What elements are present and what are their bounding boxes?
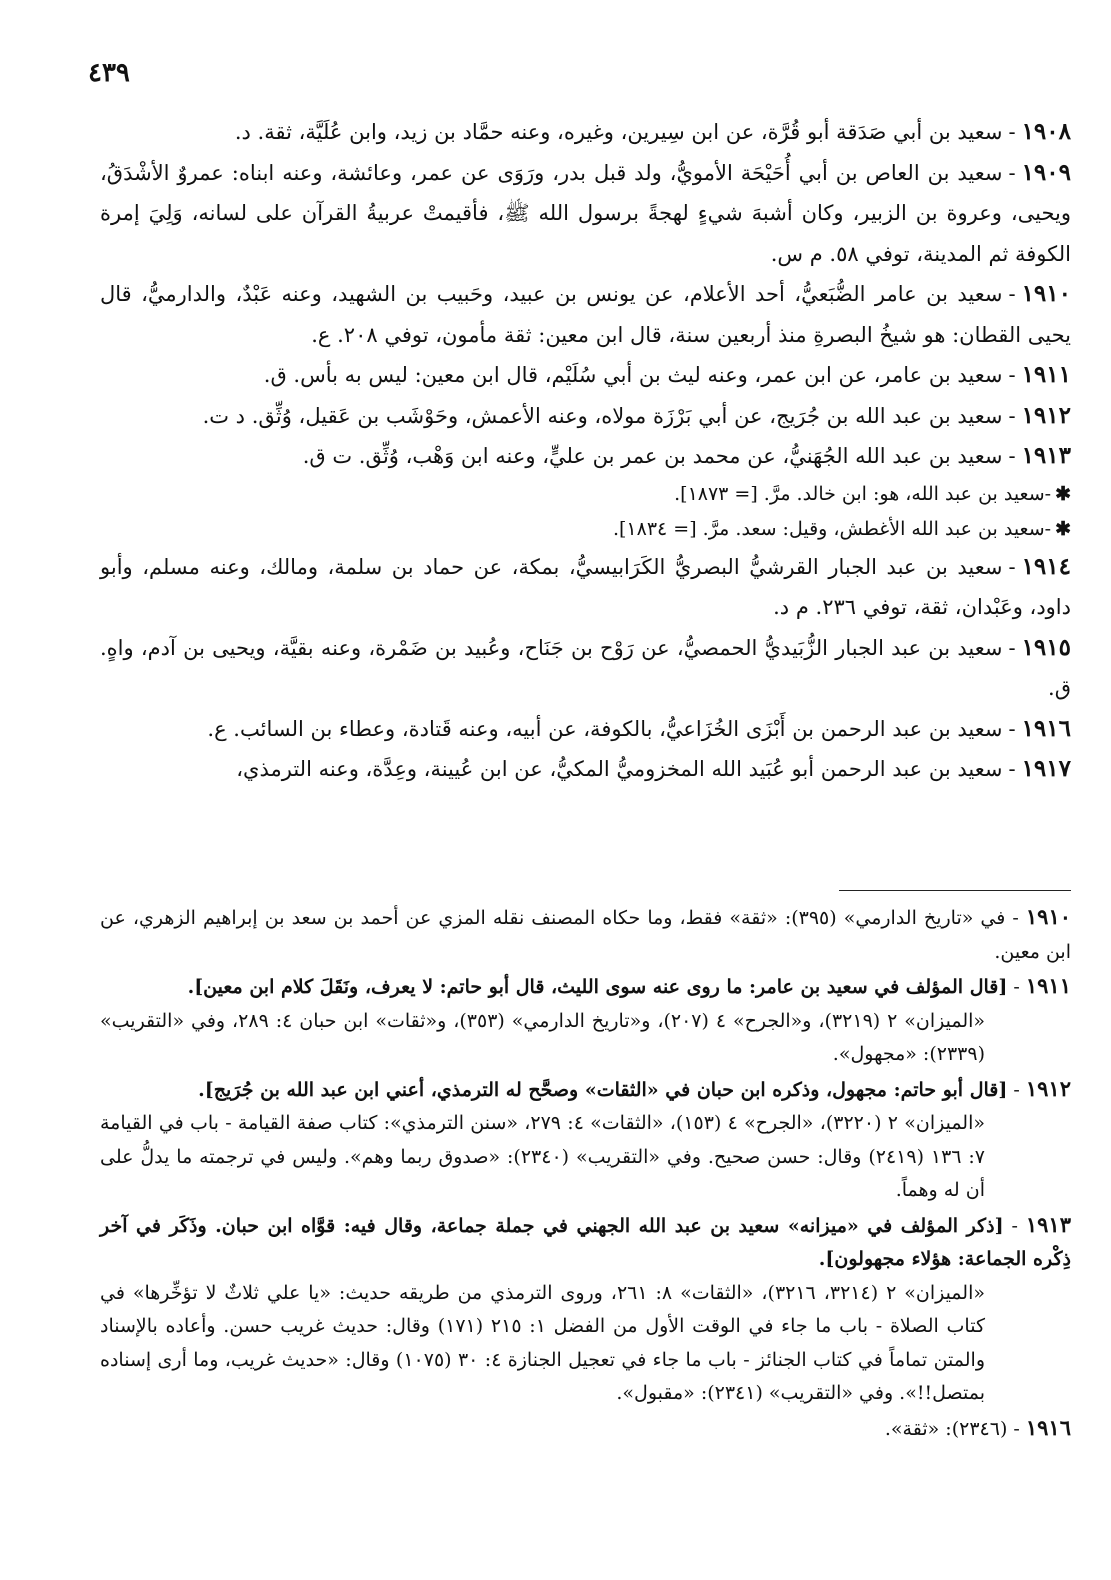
asterisk-icon: ✱ bbox=[1055, 517, 1071, 540]
entry-number: ١٩١٧ bbox=[1021, 755, 1071, 782]
crossref-text: سعيد بن عبد الله الأغطش، وقيل: سعد. مرَّ. [= ١٨٣٤]. bbox=[612, 517, 1045, 540]
footnote-number: ١٩١٠ bbox=[1025, 904, 1072, 929]
footnote-reference-text: «الميزان» ٢ (٣٢١٤، ٣٢١٦)، «الثقات» ٨: ٢٦١، وروى الترمذي من طريقه حديث: «يا علي ثلاثٌ لا تؤخِّرها» في كتاب الصلاة - باب ما جاء في الوقت الأول من الفضل ١: ٢١٥ (١٧١) وقال: حديث غريب حسن. وأعاده بالإسناد والمتن تماماً في كتاب الجنائز - باب ما جاء في تعجيل الجنازة ٤: ٣٠ (١٠٧٥) وقال: «حديث غريب، وما أرى إسناده بمتصل!!». وفي «التقريب» (٢٣٤١): «مقبول». bbox=[100, 1281, 985, 1404]
entry-1908: ١٩٠٨-سعيد بن أبي صَدَقة أبو قُرَّة، عن ابن سِيرين، وغيره، وعنه حمَّاد بن زيد، وابن عُلَيَّة، ثقة. د. bbox=[234, 118, 1071, 145]
entry-1914: ١٩١٤-سعيد بن عبد الجبار القرشيُّ البصريُّ الكَرَابيسيُّ، بمكة، عن حماد بن سلمة، ومالك، وعنه مسلم، وأبو داود، وعَبْدان، ثقة، توفي ٢٣٦. م د. bbox=[100, 552, 1071, 619]
entry-1912: ١٩١٢-سعيد بن عبد الله بن جُرَيج، عن أبي بَرْزَة مولاه، وعنه الأعمش، وحَوْشَب بن عَقيل، وُثِّق. د ت. bbox=[202, 401, 1071, 429]
entry-text: سعيد بن عامر، عن ابن عمر، وعنه ليث بن أبي سُلَيْم، قال ابن معين: ليس به بأس. ق. bbox=[263, 363, 1003, 387]
page-number: ٤٣٩ bbox=[88, 58, 130, 88]
entry-text: سعيد بن عبد الرحمن أبو عُبَيد الله المخزوميُّ المكيُّ، عن ابن عُيينة، وعِدَّة، وعنه الترمذي، bbox=[236, 757, 1003, 781]
asterisk-icon: ✱ bbox=[1055, 482, 1071, 505]
footnote-text: (٢٣٤٦): «ثقة». bbox=[884, 1417, 1008, 1440]
entry-text: سعيد بن عبد الرحمن بن أَبْزَى الخُزَاعيُّ، بالكوفة، عن أبيه، وعنه قَتادة، وعطاء بن السائب. ع. bbox=[207, 716, 1003, 741]
footnote-1912: ١٩١٢ - [قال أبو حاتم: مجهول، وذكره ابن حبان في «الثقات» وصحَّح له الترمذي، أعني ابن عبد الله بن جُرَيج]. «الميزان» ٢ (٣٢٢٠)، «الجرح» ٤ (١٥٣)، «الثقات» ٤: ٢٧٩، «سنن الترمذي»: كتاب صفة القيامة - باب في القيامة ٧: ١٣٦ (٢٤١٩) وقال: حسن صحيح. وفي «التقريب» (٢٣٤٠): «صدوق ربما وهم». وليس في ترجمته ما يدلُّ على أن له وهماً. bbox=[100, 1072, 1071, 1208]
crossref-text: سعيد بن عبد الله، هو: ابن خالد. مرَّ. [= ١٨٧٣]. bbox=[674, 482, 1045, 505]
crossref-item: ✱-سعيد بن عبد الله، هو: ابن خالد. مرَّ. [= ١٨٧٣]. bbox=[674, 482, 1071, 505]
entry-1913: ١٩١٣-سعيد بن عبد الله الجُهَنيُّ، عن محمد بن عمر بن عليٍّ، وعنه ابن وَهْب، وُثِّق. ت ق. bbox=[302, 442, 1071, 469]
footnote-number: ١٩١١ bbox=[1025, 973, 1071, 998]
footnote-1913: ١٩١٣ - [ذكر المؤلف في «ميزانه» سعيد بن عبد الله الجهني في جملة جماعة، وقال فيه: قوَّاه ابن حبان. وذَكَر في آخر ذِكْره الجماعة: هؤلاء مجهولون]. «الميزان» ٢ (٣٢١٤، ٣٢١٦)، «الثقات» ٨: ٢٦١، وروى الترمذي من طريقه حديث: «يا علي ثلاثٌ لا تؤخِّرها» في كتاب الصلاة - باب ما جاء في الوقت الأول من الفضل ١: ٢١٥ (١٧١) وقال: حديث غريب حسن. وأعاده بالإسناد والمتن تماماً في كتاب الجنائز - باب ما جاء في تعجيل الجنازة ٤: ٣٠ (١٠٧٥) وقال: «حديث غريب، وما أرى إسناده بمتصل!!». وفي «التقريب» (٢٣٤١): «مقبول». bbox=[100, 1208, 1071, 1411]
entry-1916: ١٩١٦-سعيد بن عبد الرحمن بن أَبْزَى الخُزَاعيُّ، بالكوفة، عن أبيه، وعنه قَتادة، وعطاء بن السائب. ع. bbox=[207, 714, 1071, 742]
entry-number: ١٩٠٩ bbox=[1021, 158, 1071, 186]
footnote-number: ١٩١٢ bbox=[1025, 1075, 1071, 1101]
entry-text: سعيد بن عبد الجبار الزُّبَيديُّ الحمصيُّ، عن رَوْح بن جَنَاح، وعُبيد بن ضَمْرة، وعنه بقيَّة، ويحيى بن آدم، واهٍ. ق. bbox=[100, 635, 1071, 700]
entry-number: ١٩١٢ bbox=[1021, 401, 1071, 429]
entry-text: سعيد بن عبد الله بن جُرَيج، عن أبي بَرْزَة مولاه، وعنه الأعمش، وحَوْشَب بن عَقيل، وُثِّق. د ت. bbox=[202, 403, 1003, 428]
entry-number: ١٩١٤ bbox=[1021, 552, 1071, 580]
footnote-divider bbox=[839, 890, 1071, 891]
footnote-1911: ١٩١١ - [قال المؤلف في سعيد بن عامر: ما روى عنه سوى الليث، قال أبو حاتم: لا يعرف، ونَقَلَ كلام ابن معين]. «الميزان» ٢ (٣٢١٩)، و«الجرح» ٤ (٢٠٧)، و«تاريخ الدارمي» (٣٥٣)، و«ثقات» ابن حبان ٤: ٢٨٩، وفي «التقريب» (٢٣٣٩): «مجهول». bbox=[100, 969, 1071, 1072]
entry-text: سعيد بن عبد الجبار القرشيُّ البصريُّ الكَرَابيسيُّ، بمكة، عن حماد بن سلمة، ومالك، وعنه مسلم، وأبو داود، وعَبْدان، ثقة، توفي ٢٣٦. م د. bbox=[100, 554, 1071, 619]
footnote-text: في «تاريخ الدارمي» (٣٩٥): «ثقة» فقط، وما حكاه المصنف نقله المزي عن أحمد بن سعد بن إبراهيم الزهري، عن ابن معين. bbox=[100, 907, 1071, 963]
footnote-bold-text: [ذكر المؤلف في «ميزانه» سعيد بن عبد الله الجهني في جملة جماعة، وقال فيه: قوَّاه ابن حبان. وذَكَر في آخر ذِكْره الجماعة: هؤلاء مجهولون]. bbox=[100, 1214, 1071, 1270]
footnote-1910: ١٩١٠ - في «تاريخ الدارمي» (٣٩٥): «ثقة» فقط، وما حكاه المصنف نقله المزي عن أحمد بن سعد بن إبراهيم الزهري، عن ابن معين. bbox=[100, 904, 1072, 963]
entry-number: ١٩١٠ bbox=[1021, 280, 1071, 307]
entry-number: ١٩١٣ bbox=[1021, 442, 1071, 469]
footnote-bold-text: [قال المؤلف في سعيد بن عامر: ما روى عنه سوى الليث، قال أبو حاتم: لا يعرف، ونَقَلَ كلام ابن معين]. bbox=[187, 976, 1008, 998]
entry-number: ١٩١١ bbox=[1021, 361, 1071, 388]
entry-1910: ١٩١٠-سعيد بن عامر الضُّبَعيُّ، أحد الأعلام، عن يونس بن عبيد، وحَبيب بن الشهيد، وعنه عَبْدٌ، والدارميُّ، قال يحيى القطان: هو شيخُ البصرةِ منذ أربعين سنة، قال ابن معين: ثقة مأمون، توفي ٢٠٨. ع. bbox=[100, 280, 1071, 347]
main-text bbox=[100, 112, 1071, 790]
footnotes bbox=[100, 900, 1071, 1446]
entry-number: ١٩٠٨ bbox=[1021, 118, 1071, 145]
entry-1911: ١٩١١-سعيد بن عامر، عن ابن عمر، وعنه ليث بن أبي سُلَيْم، قال ابن معين: ليس به بأس. ق. bbox=[263, 361, 1071, 388]
entry-number: ١٩١٦ bbox=[1021, 714, 1071, 742]
footnote-1916: ١٩١٦ - (٢٣٤٦): «ثقة». bbox=[884, 1414, 1071, 1440]
entry-text: سعيد بن العاص بن أبي أُحَيْحَة الأمويُّ، ولد قبل بدر، ورَوَى عن عمر، وعائشة، وعنه ابناه: عمروٌ الأشْدَقُ، ويحيى، وعروة بن الزبير، وكان أشبهَ شيءٍ لهجةً برسول الله ﷺ، فأقيمتْ عربيةُ القرآن على لسانه، وَلِيَ إمرة الكوفة ثم المدينة، توفي ٥٨. م س. bbox=[100, 160, 1071, 266]
footnote-reference-text: «الميزان» ٢ (٣٢٢٠)، «الجرح» ٤ (١٥٣)، «الثقات» ٤: ٢٧٩، «سنن الترمذي»: كتاب صفة القيامة - باب في القيامة ٧: ١٣٦ (٢٤١٩) وقال: حسن صحيح. وفي «التقريب» (٢٣٤٠): «صدوق ربما وهم». وليس في ترجمته ما يدلُّ على أن له وهماً. bbox=[100, 1112, 986, 1201]
footnote-number: ١٩١٦ bbox=[1025, 1414, 1071, 1440]
entry-1909: ١٩٠٩-سعيد بن العاص بن أبي أُحَيْحَة الأمويُّ، ولد قبل بدر، ورَوَى عن عمر، وعائشة، وعنه ابناه: عمروٌ الأشْدَقُ، ويحيى، وعروة بن الزبير، وكان أشبهَ شيءٍ لهجةً برسول الله ﷺ، فأقيمتْ عربيةُ القرآن على لسانه، وَلِيَ إمرة الكوفة ثم المدينة، توفي ٥٨. م س. bbox=[100, 158, 1071, 266]
footnote-bold-text: [قال أبو حاتم: مجهول، وذكره ابن حبان في «الثقات» وصحَّح له الترمذي، أعني ابن عبد الله بن جُرَيج]. bbox=[198, 1078, 1008, 1101]
entry-text: سعيد بن أبي صَدَقة أبو قُرَّة، عن ابن سِيرين، وغيره، وعنه حمَّاد بن زيد، وابن عُلَيَّة، ثقة. د. bbox=[234, 120, 1003, 144]
entry-text: سعيد بن عبد الله الجُهَنيُّ، عن محمد بن عمر بن عليٍّ، وعنه ابن وَهْب، وُثِّق. ت ق. bbox=[302, 444, 1003, 468]
entry-number: ١٩١٥ bbox=[1021, 633, 1071, 661]
footnote-reference-text: «الميزان» ٢ (٣٢١٩)، و«الجرح» ٤ (٢٠٧)، و«تاريخ الدارمي» (٣٥٣)، و«ثقات» ابن حبان ٤: ٢٨٩، وفي «التقريب» (٢٣٣٩): «مجهول». bbox=[100, 1009, 986, 1065]
entry-1915: ١٩١٥-سعيد بن عبد الجبار الزُّبَيديُّ الحمصيُّ، عن رَوْح بن جَنَاح، وعُبيد بن ضَمْرة، وعنه بقيَّة، ويحيى بن آدم، واهٍ. ق. bbox=[100, 633, 1071, 700]
entry-1917: ١٩١٧-سعيد بن عبد الرحمن أبو عُبَيد الله المخزوميُّ المكيُّ، عن ابن عُيينة، وعِدَّة، وعنه الترمذي، bbox=[236, 755, 1071, 782]
footnote-number: ١٩١٣ bbox=[1025, 1211, 1071, 1237]
crossref-item: ✱-سعيد بن عبد الله الأغطش، وقيل: سعد. مرَّ. [= ١٨٣٤]. bbox=[612, 517, 1071, 540]
entry-text: سعيد بن عامر الضُّبَعيُّ، أحد الأعلام، عن يونس بن عبيد، وحَبيب بن الشهيد، وعنه عَبْدٌ، والدارميُّ، قال يحيى القطان: هو شيخُ البصرةِ منذ أربعين سنة، قال ابن معين: ثقة مأمون، توفي ٢٠٨. ع. bbox=[100, 282, 1071, 347]
